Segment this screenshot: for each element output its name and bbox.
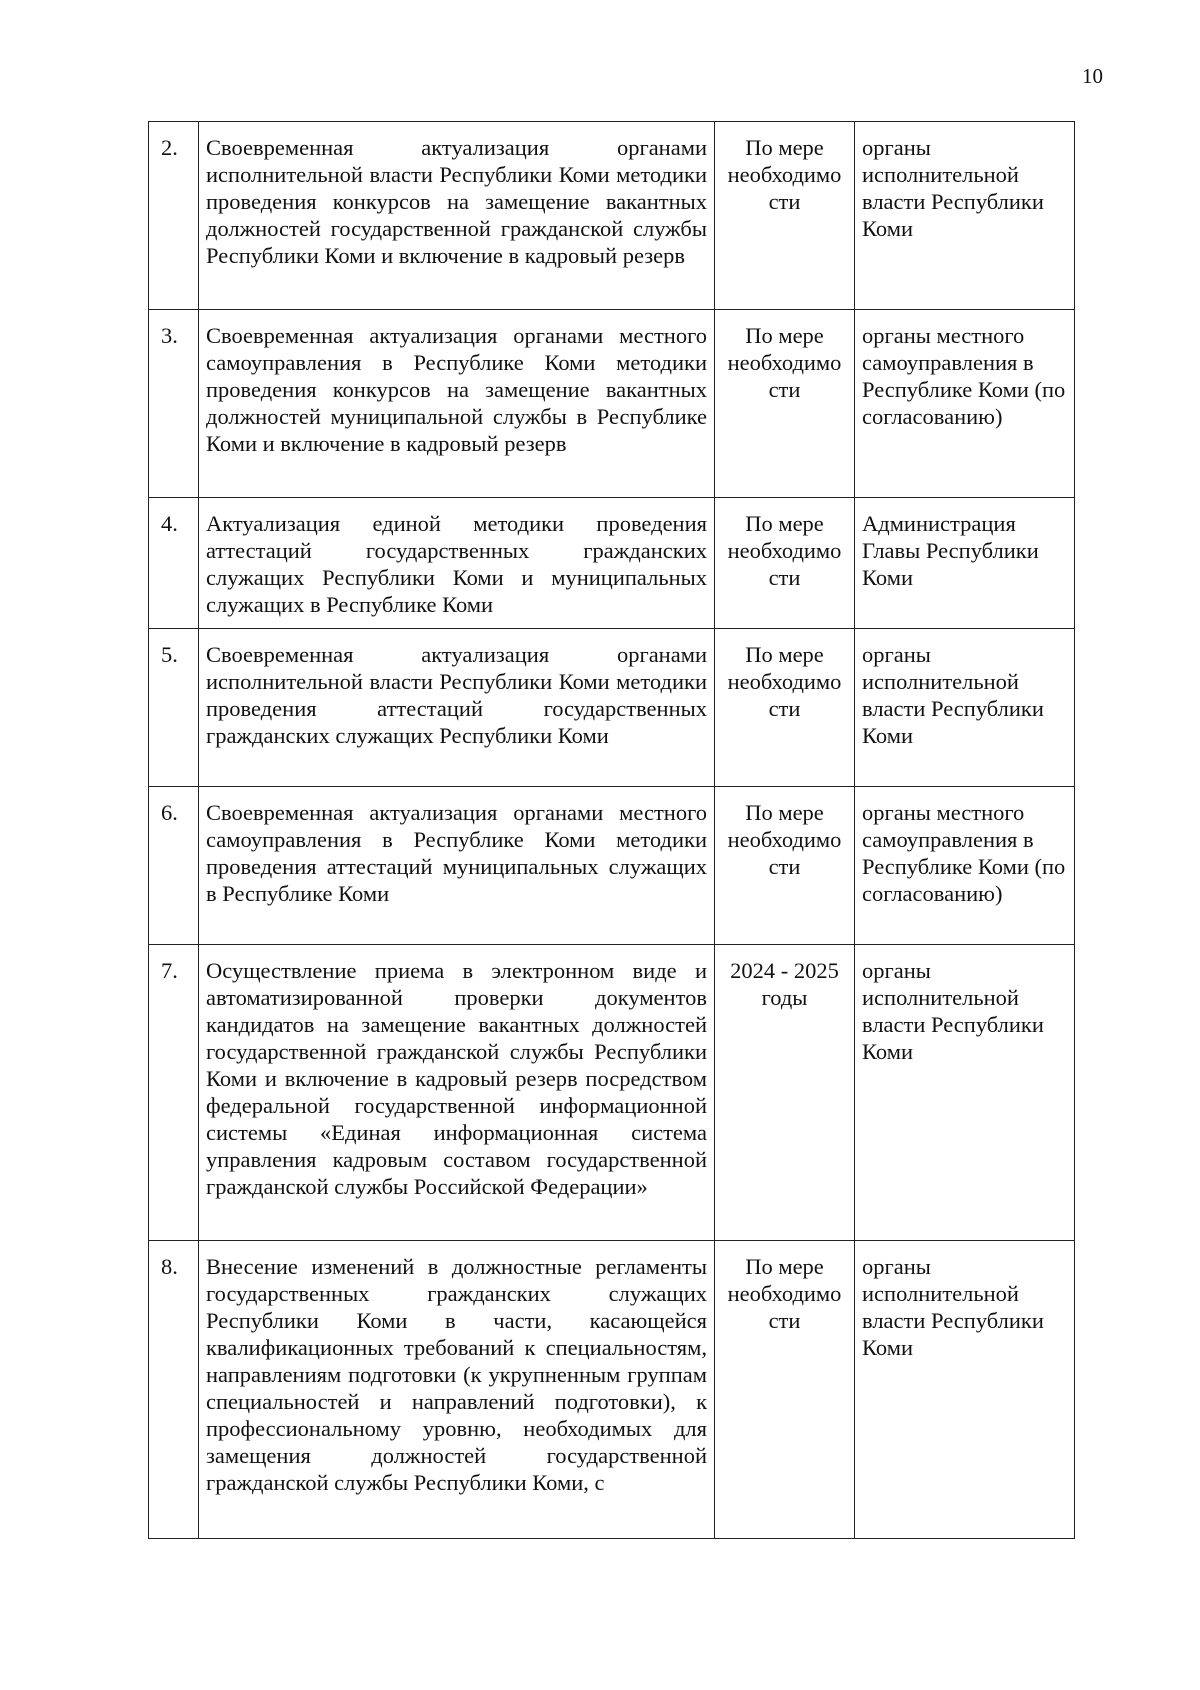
measure-description: Своевременная актуализация органами местного самоуправления в Республике Коми методики проведения конкурсов на замещение вакантных должностей муниципальной службы в Республике Коми и включение в кадровый резерв: [199, 310, 715, 498]
table-row: [149, 122, 1075, 310]
measure-description: Актуализация единой методики проведения аттестаций государственных гражданских служащих Республики Коми и муниципальных служащих в Республике Коми: [199, 498, 715, 629]
row-number: 3.: [149, 310, 199, 498]
measure-description: Своевременная актуализация органами исполнительной власти Республики Коми методики проведения конкурсов на замещение вакантных должностей государственной гражданской службы Республики Коми и включение в кадровый резерв: [199, 122, 715, 310]
measure-term: По мере необходимо сти: [715, 629, 855, 787]
measure-term: По мере необходимо сти: [715, 310, 855, 498]
measure-responsible: органы местного самоуправления в Республике Коми (по согласованию): [855, 310, 1075, 498]
table-row: [149, 1241, 1075, 1539]
table-row: [149, 498, 1075, 629]
table-row: [149, 787, 1075, 945]
measure-description: Внесение изменений в должностные регламенты государственных гражданских служащих Республики Коми в части, касающейся квалификационных требований к специальностям, направлениям подготовки (к укрупненным группам специальностей и направлений подготовки), к профессиональному уровню, необходимых для замещения должностей государственной гражданской службы Республики Коми, с: [199, 1241, 715, 1539]
measure-description: Своевременная актуализация органами местного самоуправления в Республике Коми методики проведения аттестаций муниципальных служащих в Республике Коми: [199, 787, 715, 945]
measure-term: 2024 - 2025 годы: [715, 945, 855, 1241]
row-number: 2.: [149, 122, 199, 310]
measure-term: По мере необходимо сти: [715, 498, 855, 629]
measure-responsible: Администрация Главы Республики Коми: [855, 498, 1075, 629]
table-row: [149, 945, 1075, 1241]
measure-responsible: органы исполнительной власти Республики Коми: [855, 629, 1075, 787]
row-number: 8.: [149, 1241, 199, 1539]
measure-description: Своевременная актуализация органами исполнительной власти Республики Коми методики проведения аттестаций государственных гражданских служащих Республики Коми: [199, 629, 715, 787]
row-number: 7.: [149, 945, 199, 1241]
measures-table: [148, 121, 1075, 1539]
page-number: 10: [1082, 64, 1103, 88]
row-number: 4.: [149, 498, 199, 629]
measure-responsible: органы местного самоуправления в Республике Коми (по согласованию): [855, 787, 1075, 945]
measure-responsible: органы исполнительной власти Республики Коми: [855, 945, 1075, 1241]
measure-responsible: органы исполнительной власти Республики Коми: [855, 122, 1075, 310]
measure-description: Осуществление приема в электронном виде и автоматизированной проверки документов кандидатов на замещение вакантных должностей государственной гражданской службы Республики Коми и включение в кадровый резерв посредством федеральной государственной информационной системы «Единая информационная система управления кадровым составом государственной гражданской службы Российской Федерации»: [199, 945, 715, 1241]
measure-responsible: органы исполнительной власти Республики Коми: [855, 1241, 1075, 1539]
measure-term: По мере необходимо сти: [715, 122, 855, 310]
row-number: 6.: [149, 787, 199, 945]
row-number: 5.: [149, 629, 199, 787]
measure-term: По мере необходимо сти: [715, 787, 855, 945]
measure-term: По мере необходимо сти: [715, 1241, 855, 1539]
table-row: [149, 629, 1075, 787]
table-row: [149, 310, 1075, 498]
